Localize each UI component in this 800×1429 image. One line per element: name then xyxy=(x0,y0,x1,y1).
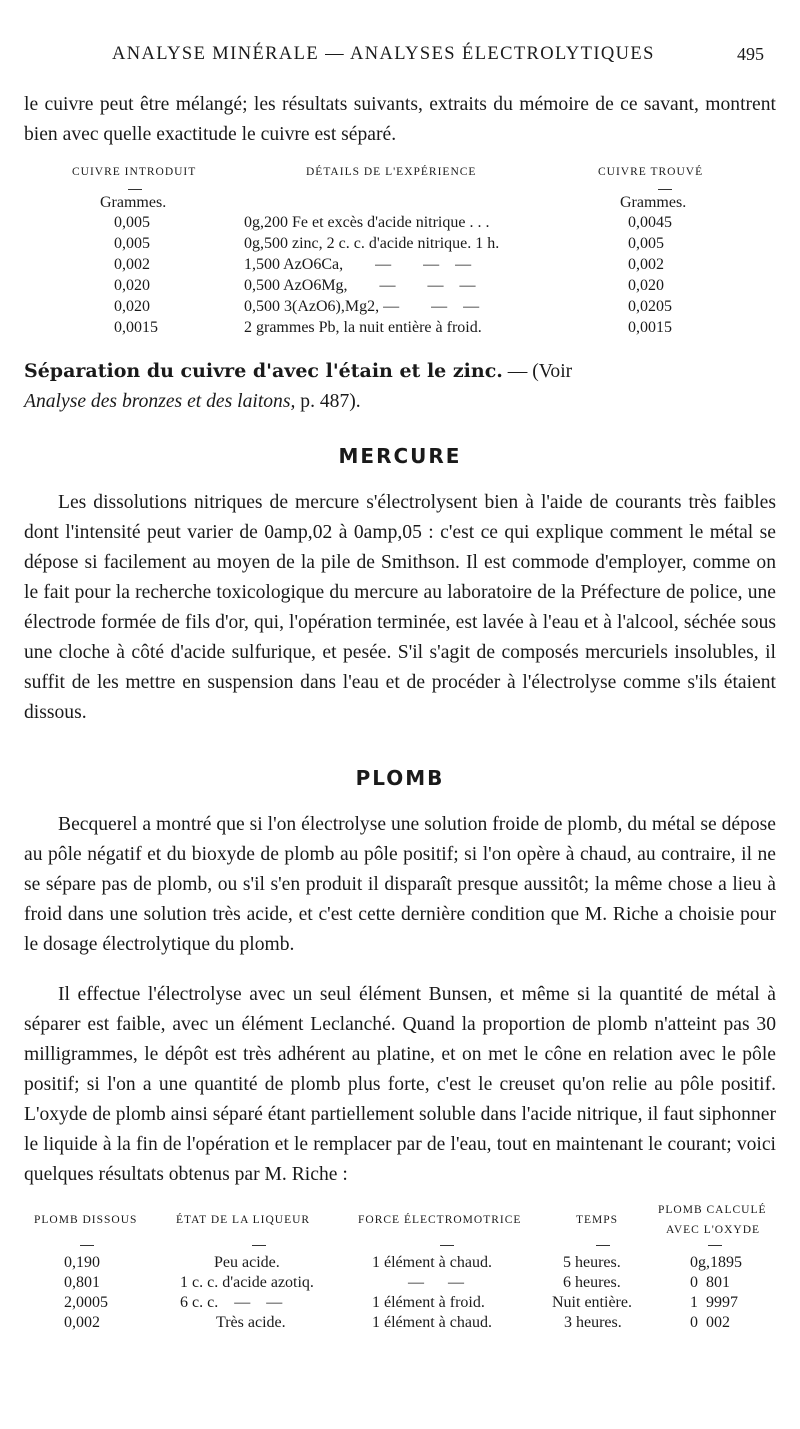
copper-cell: 0,005 xyxy=(114,214,150,231)
copper-col-trouve: CUIVRE TROUVÉ xyxy=(598,166,704,178)
copper-unit-introduit: Grammes. xyxy=(100,194,167,211)
page-number: 495 xyxy=(737,44,764,64)
separation-text: — (Voir xyxy=(502,361,573,382)
lead-cell: — — xyxy=(408,1274,464,1291)
copper-cell: 0g,500 zinc, 2 c. c. d'acide nitrique. 1 h. xyxy=(244,235,500,252)
lead-cell: 0 801 xyxy=(690,1274,730,1291)
copper-cell: 2 grammes Pb, la nuit entière à froid. xyxy=(244,319,482,336)
section-title-plomb: PLOMB xyxy=(355,766,445,790)
section-title-mercure: MERCURE xyxy=(338,444,462,468)
copper-cell: 0,020 xyxy=(114,277,150,294)
copper-col-details: DÉTAILS DE L'EXPÉRIENCE xyxy=(306,166,477,178)
lead-cell: 0g,1895 xyxy=(690,1254,742,1271)
lead-col-calcule: PLOMB CALCULÉ xyxy=(658,1204,767,1216)
copper-cell: 0,020 xyxy=(628,277,664,294)
copper-unit-trouve: Grammes. xyxy=(620,194,687,211)
lead-col-etat: ÉTAT DE LA LIQUEUR xyxy=(176,1214,311,1226)
lead-cell: 1 élément à froid. xyxy=(372,1294,485,1311)
lead-col-force: FORCE ÉLECTROMOTRICE xyxy=(358,1214,522,1226)
lead-cell: 0 002 xyxy=(690,1314,730,1331)
lead-cell: 1 élément à chaud. xyxy=(372,1314,492,1331)
lead-cell: 1 c. c. d'acide azotiq. xyxy=(180,1274,314,1291)
copper-col-rule xyxy=(658,189,672,190)
copper-cell: 0,005 xyxy=(114,235,150,252)
separation-heading: Séparation du cuivre d'avec l'étain et le zinc. xyxy=(24,360,503,382)
lead-col-rule xyxy=(708,1245,722,1246)
intro-paragraph: le cuivre peut être mélangé; les résultats suivants, extraits du mémoire de ce savant, montrent bien avec quelle exactitude le cuivre est séparé. xyxy=(24,94,776,145)
separation-paragraph xyxy=(24,356,776,417)
lead-cell: 6 heures. xyxy=(563,1274,621,1291)
copper-cell: 0,005 xyxy=(628,235,664,252)
lead-cell: 0,190 xyxy=(64,1254,100,1271)
lead-col-rule xyxy=(252,1245,266,1246)
lead-cell: Peu acide. xyxy=(214,1254,280,1271)
running-header xyxy=(0,44,800,74)
lead-cell: 0,002 xyxy=(64,1314,100,1331)
copper-cell: 0,500 AzO6Mg, — — — xyxy=(244,277,476,294)
separation-reference: Analyse des bronzes et des laitons, xyxy=(24,391,296,412)
copper-col-rule xyxy=(128,189,142,190)
lead-cell: Très acide. xyxy=(216,1314,286,1331)
copper-cell: 0g,200 Fe et excès d'acide nitrique . . . xyxy=(244,214,490,231)
copper-cell: 0,002 xyxy=(628,256,664,273)
lead-col-dissous: PLOMB DISSOUS xyxy=(34,1214,138,1226)
lead-cell: 5 heures. xyxy=(563,1254,621,1271)
separation-reference-tail: p. 487). xyxy=(295,391,361,412)
lead-col-temps: TEMPS xyxy=(576,1214,619,1226)
copper-cell: 0,0205 xyxy=(628,298,672,315)
lead-col-rule xyxy=(596,1245,610,1246)
copper-col-introduit: CUIVRE INTRODUIT xyxy=(72,166,197,178)
plomb-paragraph-1: Becquerel a montré que si l'on électrolyse une solution froide de plomb, du métal se dépose au pôle négatif et du bioxyde de plomb au pôle positif; si l'on opère à chaud, au contraire, il ne se sépare pas de plomb, ou s'il s'en produit il disparaît presque aussitôt; la même chose a lieu à froid dans une solution très acide, et c'est cette dernière condition que M. Riche a choisie pour le dosage électrolytique du plomb. xyxy=(24,814,776,955)
copper-cell: 0,0015 xyxy=(114,319,158,336)
copper-cell: 0,0045 xyxy=(628,214,672,231)
lead-cell: 3 heures. xyxy=(564,1314,622,1331)
lead-cell: 0,801 xyxy=(64,1274,100,1291)
copper-cell: 0,0015 xyxy=(628,319,672,336)
lead-cell: 6 c. c. — — xyxy=(180,1294,283,1311)
copper-cell: 0,002 xyxy=(114,256,150,273)
lead-cell: 2,0005 xyxy=(64,1294,108,1311)
mercure-paragraph: Les dissolutions nitriques de mercure s'électrolysent bien à l'aide de courants très faibles dont l'intensité peut varier de 0amp,02 à 0amp,05 : c'est ce qui explique comment le métal se dépose si facilement au moyen de la pile de Smithson. Il est commode d'employer, comme on le fait pour la recherche toxicologique du mercure au laboratoire de la Préfecture de police, une électrode formée de fils d'or, qui, l'opération terminée, est lavée à l'eau et à l'alcool, séchée sous une cloche à côté d'acide sulfurique, et pesée. S'il s'agit de composés mercuriels insolubles, il suffit de les mettre en suspension dans l'eau et de procéder à l'électrolyse comme s'ils étaient dissous. xyxy=(24,492,776,723)
copper-cell: 0,500 3(AzO6),Mg2, — — — xyxy=(244,298,480,315)
copper-cell: 1,500 AzO6Ca, — — — xyxy=(244,256,472,273)
plomb-paragraph-2: Il effectue l'électrolyse avec un seul élément Bunsen, et même si la quantité de métal à séparer est faible, avec un élément Leclanché. Quand la proportion de plomb n'atteint pas 30 milligrammes, le dépôt est très adhérent au platine, et on met le cône en relation avec le pôle positif; si l'on a une quantité de plomb plus forte, c'est le creuset qu'on relie au pôle positif. L'oxyde de plomb ainsi séparé étant partiellement soluble dans l'acide nitrique, il faut siphonner le liquide à la fin de l'opération et le remplacer par de l'eau, tout en maintenant le courant; voici quelques résultats obtenus par M. Riche : xyxy=(24,984,776,1185)
copper-cell: 0,020 xyxy=(114,298,150,315)
running-title: ANALYSE MINÉRALE — ANALYSES ÉLECTROLYTIQUES xyxy=(112,44,655,64)
lead-col-rule xyxy=(440,1245,454,1246)
lead-col-rule xyxy=(80,1245,94,1246)
lead-cell: 1 9997 xyxy=(690,1294,738,1311)
lead-col-oxyde: AVEC L'OXYDE xyxy=(666,1224,761,1236)
lead-cell: 1 élément à chaud. xyxy=(372,1254,492,1271)
lead-cell: Nuit entière. xyxy=(552,1294,632,1311)
